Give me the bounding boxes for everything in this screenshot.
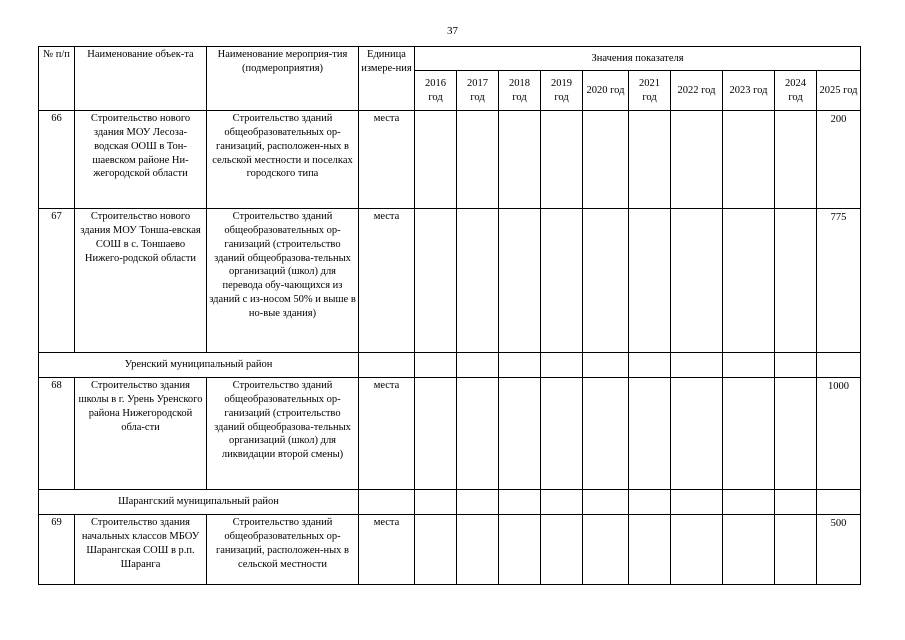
value-cell bbox=[415, 515, 457, 585]
value-cell bbox=[775, 353, 817, 378]
value-cell bbox=[583, 209, 629, 353]
row-unit: места bbox=[359, 515, 415, 585]
table-row bbox=[39, 515, 861, 585]
value-2025: 500 bbox=[817, 515, 861, 585]
value-cell bbox=[415, 209, 457, 353]
value-cell bbox=[457, 490, 499, 515]
value-cell bbox=[775, 378, 817, 490]
value-cell bbox=[629, 378, 671, 490]
header-year: 2016 год bbox=[415, 71, 457, 111]
value-cell bbox=[499, 515, 541, 585]
value-cell bbox=[723, 515, 775, 585]
value-cell bbox=[415, 111, 457, 209]
header-year: 2020 год bbox=[583, 71, 629, 111]
row-activity: Строительство зданий общеобразовательных ор-ганизаций (строительство зданий общеобразова-тельных организаций (школ) для ликвидации второй смены) bbox=[207, 378, 359, 490]
row-unit: места bbox=[359, 111, 415, 209]
value-cell bbox=[541, 111, 583, 209]
value-cell bbox=[817, 353, 861, 378]
value-cell bbox=[583, 378, 629, 490]
value-cell bbox=[541, 353, 583, 378]
value-cell bbox=[629, 515, 671, 585]
value-cell bbox=[415, 378, 457, 490]
value-cell bbox=[541, 515, 583, 585]
table-row bbox=[39, 111, 861, 209]
value-cell bbox=[671, 378, 723, 490]
value-cell bbox=[629, 111, 671, 209]
value-cell bbox=[723, 209, 775, 353]
value-cell bbox=[775, 490, 817, 515]
header-year: 2023 год bbox=[723, 71, 775, 111]
value-cell bbox=[671, 111, 723, 209]
value-cell bbox=[415, 490, 457, 515]
value-cell bbox=[583, 353, 629, 378]
row-activity: Строительство зданий общеобразовательных ор-ганизаций (строительство зданий общеобразова-тельных организаций (школ) для перевода обу-чающихся из зданий с из-носом 50% и выше в но-вые здания) bbox=[207, 209, 359, 353]
value-2025: 200 bbox=[817, 111, 861, 209]
table-row bbox=[39, 209, 861, 353]
value-cell bbox=[457, 209, 499, 353]
value-cell bbox=[541, 378, 583, 490]
value-cell bbox=[723, 490, 775, 515]
value-cell bbox=[415, 353, 457, 378]
value-cell bbox=[817, 490, 861, 515]
value-cell bbox=[671, 515, 723, 585]
row-object: Строительство нового здания МОУ Лесоза-водская ООШ в Тон-шаевском районе Ни-жегородской области bbox=[75, 111, 207, 209]
header-year: 2022 год bbox=[671, 71, 723, 111]
row-num: 67 bbox=[39, 209, 75, 353]
value-cell bbox=[629, 490, 671, 515]
row-object: Строительство нового здания МОУ Тоншa-евская СОШ в с. Тоншаево Нижего-родской области bbox=[75, 209, 207, 353]
row-num: 69 bbox=[39, 515, 75, 585]
value-cell bbox=[583, 490, 629, 515]
page-number: 37 bbox=[447, 25, 458, 37]
header-row bbox=[39, 47, 861, 71]
value-cell bbox=[457, 378, 499, 490]
value-cell bbox=[723, 353, 775, 378]
value-cell bbox=[583, 515, 629, 585]
header-year: 2019 год bbox=[541, 71, 583, 111]
value-cell bbox=[457, 515, 499, 585]
row-activity: Строительство зданий общеобразовательных ор-ганизаций, расположен-ных в сельской местности bbox=[207, 515, 359, 585]
value-cell bbox=[359, 353, 415, 378]
row-object: Строительство здания школы в г. Урень Уренского района Нижегородской обла-сти bbox=[75, 378, 207, 490]
value-cell bbox=[359, 490, 415, 515]
header-year: 2024 год bbox=[775, 71, 817, 111]
row-num: 68 bbox=[39, 378, 75, 490]
value-cell bbox=[671, 209, 723, 353]
value-cell bbox=[583, 111, 629, 209]
indicator-table bbox=[38, 46, 861, 585]
value-2025: 1000 bbox=[817, 378, 861, 490]
value-cell bbox=[457, 353, 499, 378]
row-object: Строительство здания начальных классов МБОУ Шарангская СОШ в р.п. Шаранга bbox=[75, 515, 207, 585]
value-cell bbox=[775, 209, 817, 353]
value-cell bbox=[629, 353, 671, 378]
header-num: № п/п bbox=[39, 47, 75, 111]
row-unit: места bbox=[359, 209, 415, 353]
row-unit: места bbox=[359, 378, 415, 490]
value-cell bbox=[629, 209, 671, 353]
header-year: 2021 год bbox=[629, 71, 671, 111]
value-cell bbox=[499, 353, 541, 378]
section-row bbox=[39, 353, 861, 378]
value-cell bbox=[499, 209, 541, 353]
section-title: Уренский муниципальный район bbox=[39, 353, 359, 378]
row-activity: Строительство зданий общеобразовательных ор-ганизаций, расположен-ных в сельской местности и поселках городского типа bbox=[207, 111, 359, 209]
value-cell bbox=[499, 111, 541, 209]
header-object: Наименование объек-та bbox=[75, 47, 207, 111]
value-cell bbox=[723, 378, 775, 490]
value-cell bbox=[671, 353, 723, 378]
header-activity: Наименование мероприя-тия (подмероприятия) bbox=[207, 47, 359, 111]
header-year: 2018 год bbox=[499, 71, 541, 111]
value-cell bbox=[671, 490, 723, 515]
row-num: 66 bbox=[39, 111, 75, 209]
section-row bbox=[39, 490, 861, 515]
value-2025: 775 bbox=[817, 209, 861, 353]
header-unit: Единица измере-ния bbox=[359, 47, 415, 111]
value-cell bbox=[499, 490, 541, 515]
value-cell bbox=[457, 111, 499, 209]
value-cell bbox=[775, 111, 817, 209]
header-year: 2017 год bbox=[457, 71, 499, 111]
header-year: 2025 год bbox=[817, 71, 861, 111]
value-cell bbox=[541, 490, 583, 515]
value-cell bbox=[775, 515, 817, 585]
table-row bbox=[39, 378, 861, 490]
header-values: Значения показателя bbox=[415, 47, 861, 71]
value-cell bbox=[499, 378, 541, 490]
value-cell bbox=[541, 209, 583, 353]
section-title: Шарангский муниципальный район bbox=[39, 490, 359, 515]
value-cell bbox=[723, 111, 775, 209]
